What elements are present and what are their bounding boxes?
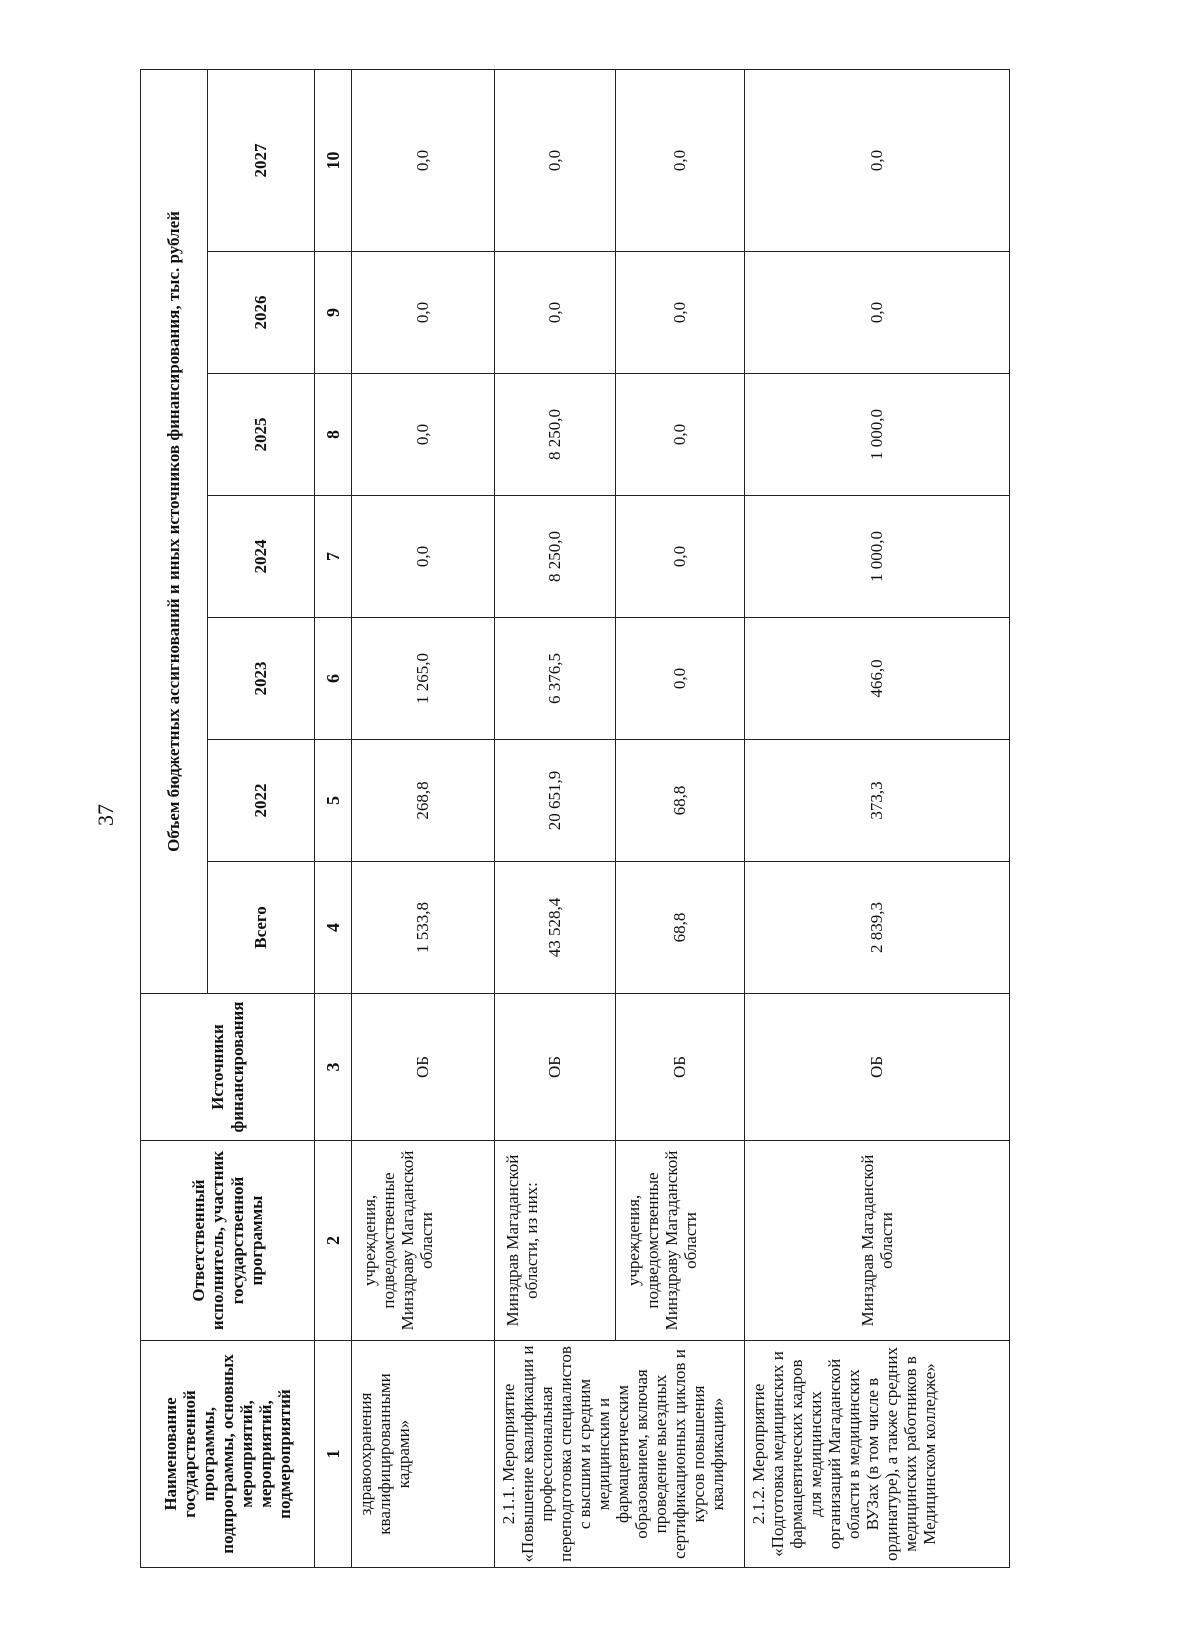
column-number: 4 [315, 862, 352, 994]
header-year-2025: 2025 [208, 374, 315, 496]
column-number: 9 [315, 252, 352, 374]
value-total: 43 528,4 [495, 862, 616, 994]
header-year-2027: 2027 [208, 69, 315, 251]
value-2026: 0,0 [745, 252, 1010, 374]
value-2027: 0,0 [352, 69, 495, 251]
column-number: 6 [315, 618, 352, 740]
row-executor: Минздрав Магаданской области, из них: [495, 1141, 616, 1341]
value-2027: 0,0 [745, 69, 1010, 251]
value-2023: 6 376,5 [495, 618, 616, 740]
column-number: 10 [315, 69, 352, 251]
value-2022: 68,8 [616, 740, 745, 862]
header-year-2026: 2026 [208, 252, 315, 374]
header-name: Наименование государственной программы, подпрограммы, основных мероприятий, мероприятий, подмероприятий [141, 1341, 315, 1568]
value-2026: 0,0 [352, 252, 495, 374]
row-executor: Минздрав Магаданской области [745, 1141, 1010, 1341]
table-row [352, 69, 495, 1567]
value-2027: 0,0 [616, 69, 745, 251]
value-2024: 1 000,0 [745, 496, 1010, 618]
header-year-2024: 2024 [208, 496, 315, 618]
value-2024: 0,0 [352, 496, 495, 618]
column-number: 2 [315, 1141, 352, 1341]
header-year-total: Всего [208, 862, 315, 994]
row-source: ОБ [495, 994, 616, 1141]
value-2022: 373,3 [745, 740, 1010, 862]
value-2026: 0,0 [495, 252, 616, 374]
row-name: 2.1.1. Мероприятие «Повышение квалификации и профессиональная переподготовка специалистов с высшим и средним медицинским и фармацевтическим образованием, включая проведение выездных сертификационных циклов и курсов повышения квалификации» [495, 1341, 745, 1568]
row-executor: учреждения, подведомственные Минздраву Магаданской области [616, 1141, 745, 1341]
value-2025: 0,0 [616, 374, 745, 496]
value-total: 2 839,3 [745, 862, 1010, 994]
row-name: 2.1.2. Мероприятие «Подготовка медицинских и фармацевтических кадров для медицинских организаций Магаданской области в медицинских ВУЗах (в том числе в ординатуре), а также средних медицинских работников в Медицинском колледже» [745, 1341, 1010, 1568]
header-year-2023: 2023 [208, 618, 315, 740]
value-2022: 268,8 [352, 740, 495, 862]
value-2023: 1 265,0 [352, 618, 495, 740]
table-row [745, 69, 1010, 1567]
header-row [141, 69, 208, 1567]
value-2023: 466,0 [745, 618, 1010, 740]
row-source: ОБ [745, 994, 1010, 1141]
column-number: 1 [315, 1341, 352, 1568]
value-2024: 8 250,0 [495, 496, 616, 618]
column-number: 8 [315, 374, 352, 496]
value-2024: 0,0 [616, 496, 745, 618]
value-2025: 8 250,0 [495, 374, 616, 496]
header-year-2022: 2022 [208, 740, 315, 862]
column-number-row [315, 69, 352, 1567]
column-number: 3 [315, 994, 352, 1141]
value-2025: 0,0 [352, 374, 495, 496]
value-total: 68,8 [616, 862, 745, 994]
page-number: 37 [93, 804, 118, 826]
table-row [495, 69, 616, 1567]
row-executor: учреждения, подведомственные Минздраву Магаданской области [352, 1141, 495, 1341]
value-2027: 0,0 [495, 69, 616, 251]
row-name: здравоохранения квалифицированными кадрами» [352, 1341, 495, 1568]
value-2023: 0,0 [616, 618, 745, 740]
value-2022: 20 651,9 [495, 740, 616, 862]
header-volume: Объем бюджетных ассигнований и иных источников финансирования, тыс. рублей [141, 69, 208, 993]
budget-table [140, 69, 1010, 1568]
value-2025: 1 000,0 [745, 374, 1010, 496]
column-number: 5 [315, 740, 352, 862]
column-number: 7 [315, 496, 352, 618]
row-source: ОБ [616, 994, 745, 1141]
row-source: ОБ [352, 994, 495, 1141]
value-total: 1 533,8 [352, 862, 495, 994]
value-2026: 0,0 [616, 252, 745, 374]
header-executor: Ответственный исполнитель, участник государственной программы [141, 1141, 315, 1341]
header-source: Источники финансирования [141, 994, 315, 1141]
